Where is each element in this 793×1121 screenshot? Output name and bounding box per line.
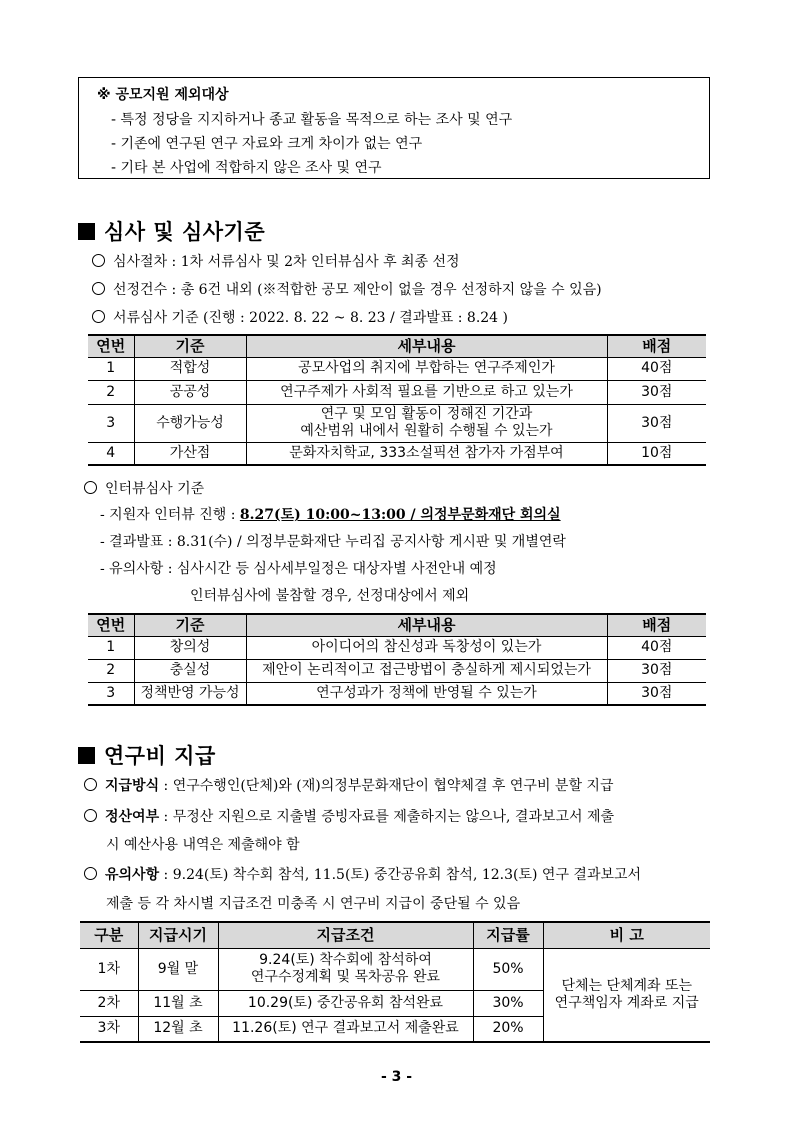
table-row: 3 수행가능성 연구 및 모임 활동이 정해진 기간과 예산범위 내에서 원활히 수행될 수 있는가 30점 (88, 404, 706, 442)
table-row: 2차 11월 초 10.29(토) 중간공유회 참석완료 30% (80, 990, 710, 1016)
table-row: 2 공공성 연구주제가 사회적 필요를 기반으로 하고 있는가 30점 (88, 380, 706, 404)
review-procedure: 심사절차 : 1차 서류심사 및 2차 인터뷰심사 후 최종 선정 (92, 251, 460, 271)
funding-caution: 유의사항 : 9.24(토) 착수회 참석, 11.5(토) 중간공유회 참석, 12.3(토) 연구 결과보고서 (84, 864, 641, 884)
exclusion-item: - 기존에 연구된 연구 자료와 크게 차이가 없는 연구 (111, 136, 423, 152)
table-row: 1차 9월 말 9.24(토) 착수회에 참석하여 연구수정계획 및 목차공유 완료 50% 단체는 단체계좌 또는 연구책임자 계좌로 지급 (80, 948, 710, 990)
table-header: 배점 (607, 335, 706, 357)
exclusion-title: ※ 공모지원 제외대상 (97, 87, 229, 103)
table-header: 비 고 (543, 922, 710, 948)
funding-settlement: 정산여부 : 무정산 지원으로 지출별 증빙자료를 제출하지는 않으나, 결과보고서 제출 (84, 806, 614, 826)
table-row: 4 가산점 문화자치학교, 333소설픽션 참가자 가점부여 10점 (88, 442, 706, 465)
circle-bullet-icon (84, 778, 97, 791)
circle-bullet-icon (84, 481, 97, 494)
exclusion-item: - 특정 정당을 지지하거나 종교 활동을 목적으로 하는 조사 및 연구 (111, 112, 513, 128)
table-header: 구분 (80, 922, 138, 948)
circle-bullet-icon (84, 867, 97, 880)
table-row: 2 충실성 제안이 논리적이고 접근방법이 충실하게 제시되었는가 30점 (88, 659, 706, 682)
circle-bullet-icon (84, 809, 97, 822)
page-number: - 3 - (380, 1069, 413, 1085)
funding-method: 지급방식 : 연구수행인(단체)와 (재)의정부문화재단이 협약체결 후 연구비 분할 지급 (84, 775, 613, 795)
table-row: 1 적합성 공모사업의 취지에 부합하는 연구주제인가 40점 (88, 357, 706, 380)
table-header: 지급조건 (218, 922, 473, 948)
table-header: 지급률 (473, 922, 543, 948)
funding-settlement-continued: 시 예산사용 내역은 제출해야 함 (106, 837, 300, 853)
exclusion-item: - 기타 본 사업에 적합하지 않은 조사 및 연구 (111, 160, 382, 176)
funding-table (80, 921, 710, 1043)
interview-title: 인터뷰심사 기준 (84, 478, 204, 498)
remark-cell: 단체는 단체계좌 또는 연구책임자 계좌로 지급 (543, 948, 710, 1042)
review-section-title: 심사 및 심사기준 (78, 216, 265, 246)
interview-table (88, 613, 706, 706)
table-row: 3차 12월 초 11.26(토) 연구 결과보고서 제출완료 20% (80, 1016, 710, 1042)
table-header: 기준 (134, 614, 246, 636)
doc-review-table (88, 334, 706, 466)
table-header: 연번 (88, 335, 134, 357)
funding-caution-continued: 제출 등 각 차시별 지급조건 미충족 시 연구비 지급이 중단될 수 있음 (106, 896, 521, 912)
review-doc-criteria: 서류심사 기준 (진행 : 2022. 8. 22 ~ 8. 23 / 결과발표 : 8.24 ) (92, 307, 508, 327)
table-row: 1 창의성 아이디어의 참신성과 독창성이 있는가 40점 (88, 636, 706, 659)
circle-bullet-icon (92, 310, 105, 323)
table-header: 배점 (607, 614, 706, 636)
table-row: 3 정책반영 가능성 연구성과가 정책에 반영될 수 있는가 30점 (88, 682, 706, 705)
circle-bullet-icon (92, 254, 105, 267)
interview-result: - 결과발표 : 8.31(수) / 의정부문화재단 누리집 공지사항 게시판 및 개별연락 (100, 534, 566, 550)
table-header: 지급시기 (138, 922, 218, 948)
exclusion-box (78, 77, 710, 179)
square-bullet-icon (78, 747, 95, 764)
interview-note-continued: 인터뷰심사에 불참할 경우, 선정대상에서 제외 (190, 588, 470, 604)
circle-bullet-icon (92, 282, 105, 295)
table-header: 연번 (88, 614, 134, 636)
funding-section-title: 연구비 지급 (78, 740, 216, 770)
interview-note: - 유의사항 : 심사시간 등 심사세부일정은 대상자별 사전안내 예정 (100, 561, 497, 577)
table-header: 세부내용 (246, 335, 607, 357)
interview-progress: - 지원자 인터뷰 진행 : 8.27(토) 10:00~13:00 / 의정부문화재단 회의실 (100, 507, 561, 523)
square-bullet-icon (78, 223, 95, 240)
table-header: 기준 (134, 335, 246, 357)
table-header: 세부내용 (246, 614, 607, 636)
review-count: 선정건수 : 총 6건 내외 (※적합한 공모 제안이 없을 경우 선정하지 않을 수 있음) (92, 279, 602, 299)
